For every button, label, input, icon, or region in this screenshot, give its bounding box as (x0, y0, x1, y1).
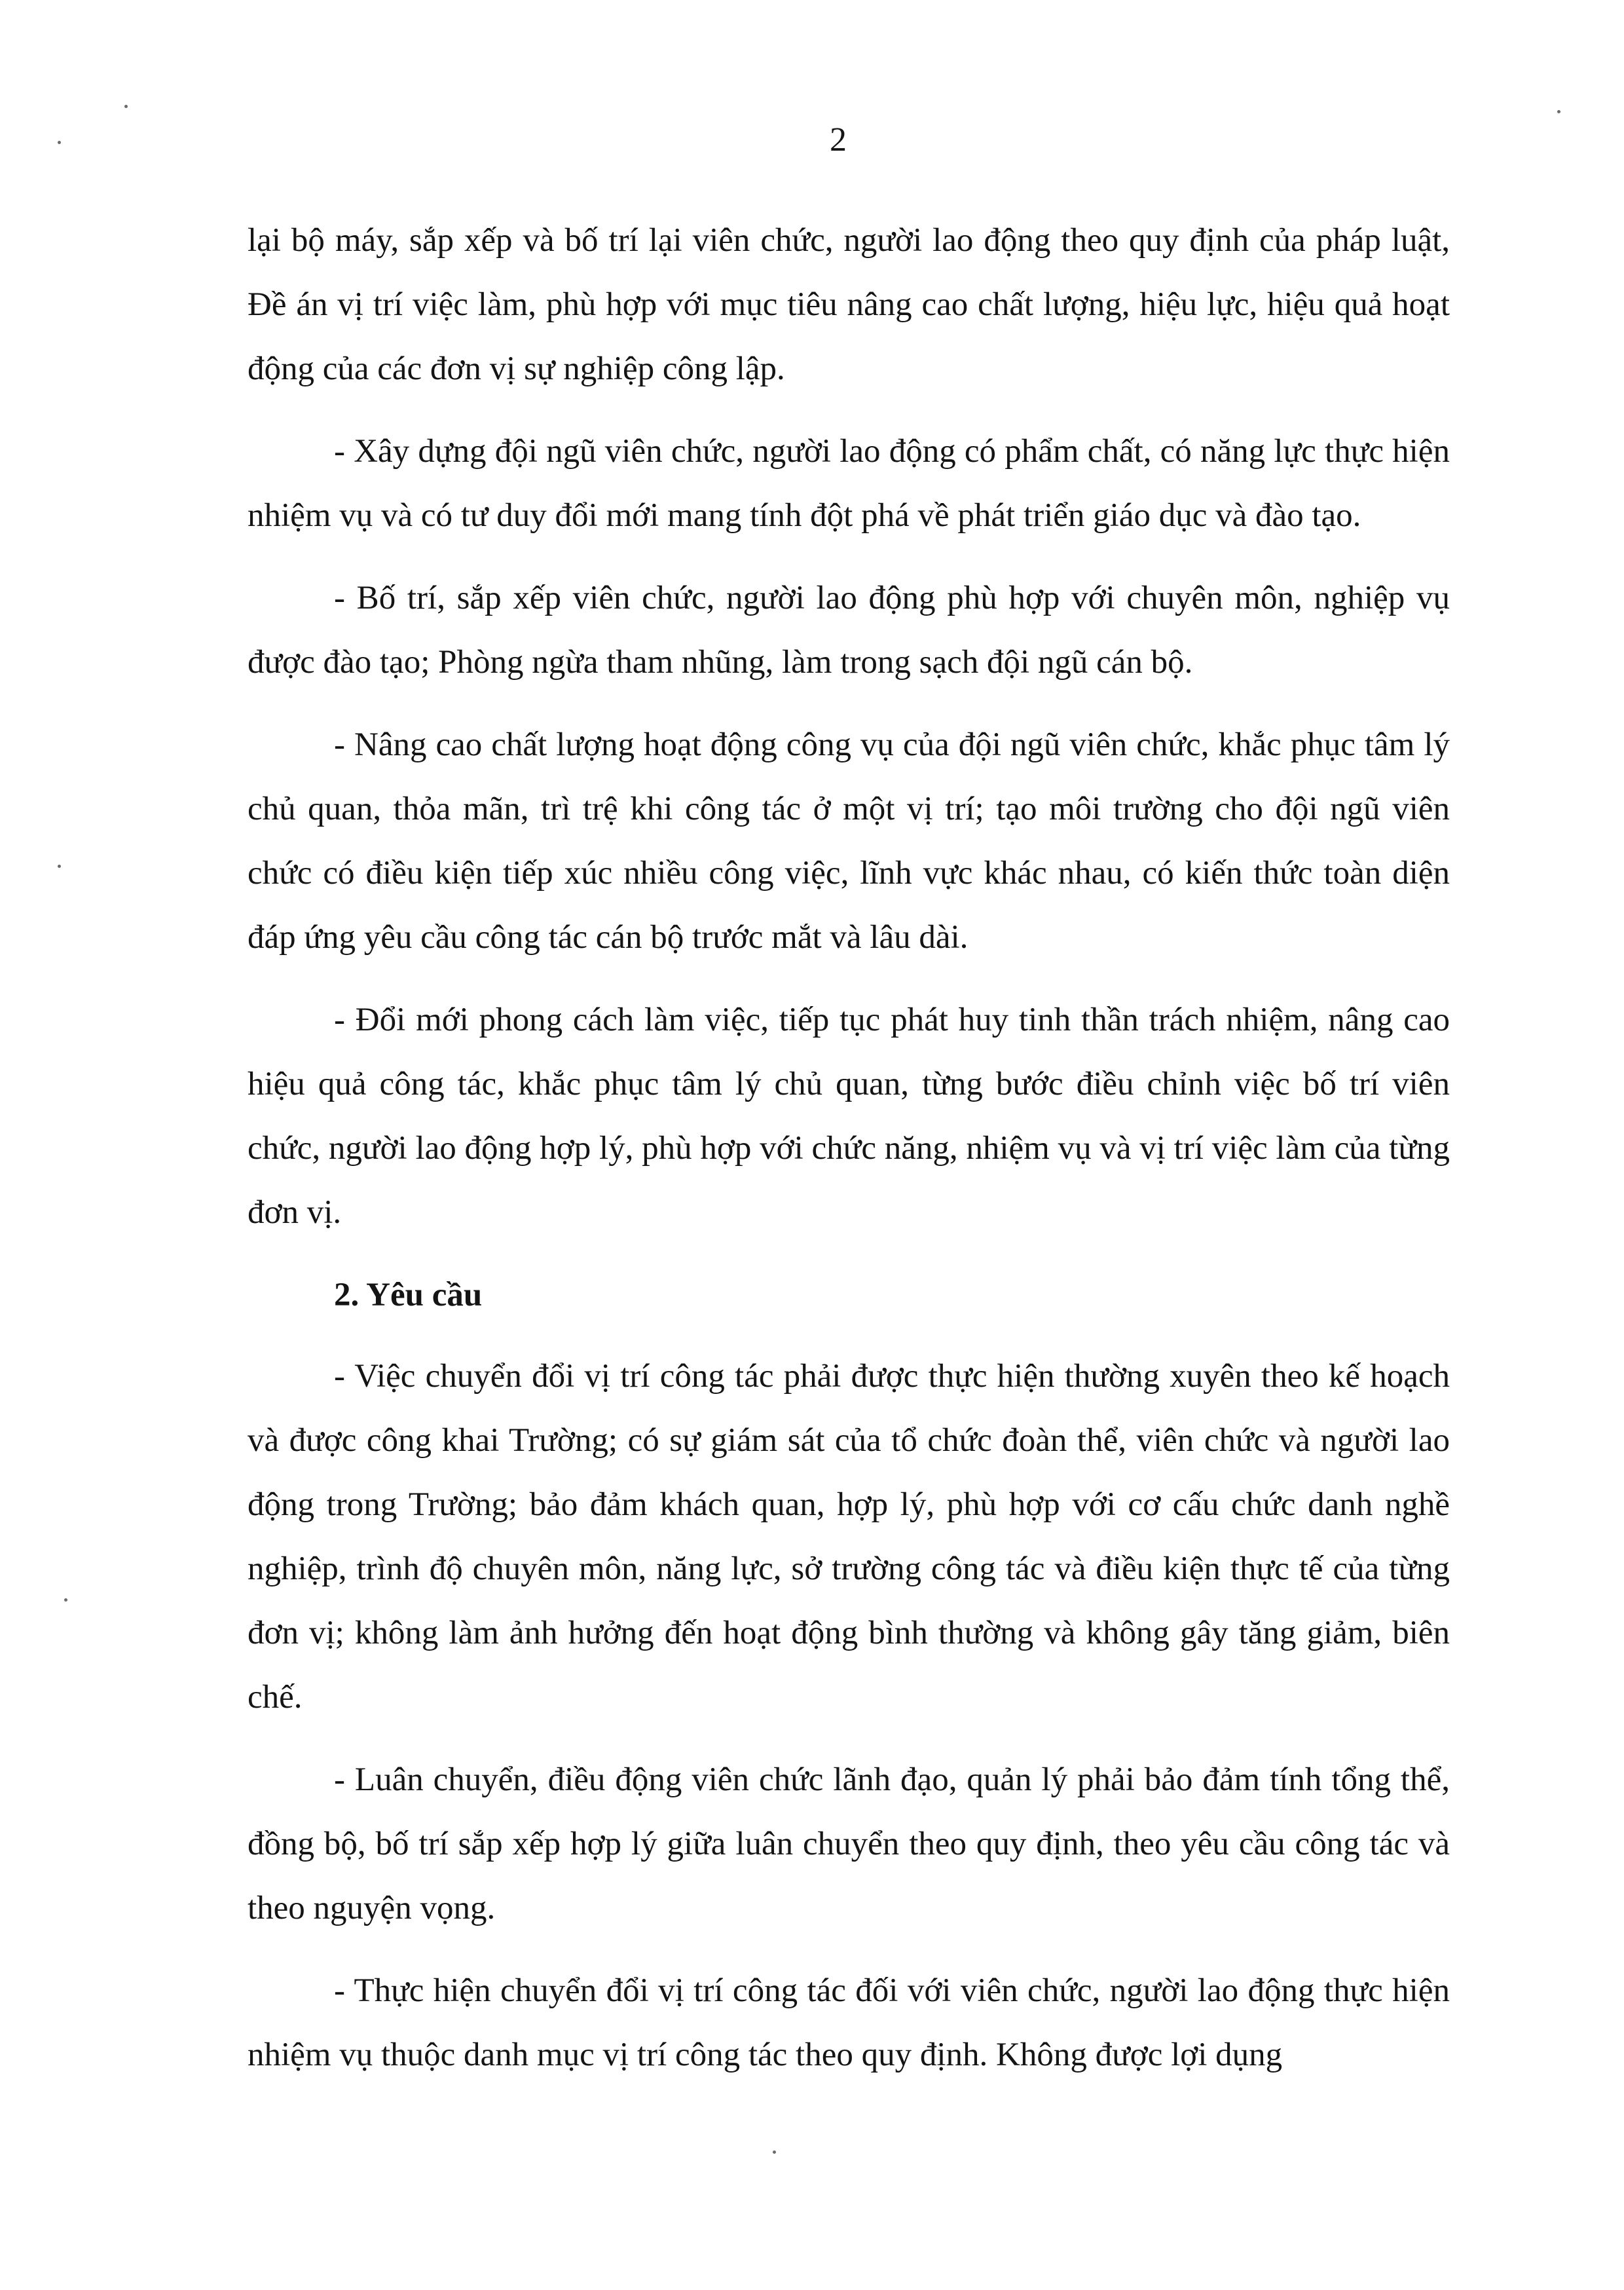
scan-speck (58, 865, 61, 868)
scan-speck (58, 141, 61, 144)
paragraph-continuation: lại bộ máy, sắp xếp và bố trí lại viên chức, người lao động theo quy định của pháp luật, Đề án vị trí việc làm, phù hợp với mục tiêu nâng cao chất lượng, hiệu lực, hiệu quả hoạt động của các đơn vị sự nghiệp công lập. (248, 222, 1450, 387)
paragraph-renew-working-style: - Đổi mới phong cách làm việc, tiếp tục phát huy tinh thần trách nhiệm, nâng cao hiệu quả công tác, khắc phục tâm lý chủ quan, từng bước điều chỉnh việc bố trí viên chức, người lao động hợp lý, phù hợp với chức năng, nhiệm vụ và vị trí việc làm của từng đơn vị. (248, 1002, 1450, 1231)
scan-speck (1557, 110, 1560, 113)
document-body (248, 208, 1450, 2105)
paragraph-rotation-plan: - Việc chuyển đổi vị trí công tác phải được thực hiện thường xuyên theo kế hoạch và được công khai Trường; có sự giám sát của tổ chức đoàn thể, viên chức và người lao động trong Trường; bảo đảm khách quan, hợp lý, phù hợp với cơ cấu chức danh nghề nghiệp, trình độ chuyên môn, năng lực, sở trường công tác và điều kiện thực tế của từng đơn vị; không làm ảnh hưởng đến hoạt động bình thường và không gây tăng giảm, biên chế. (248, 1358, 1450, 1716)
scan-speck (124, 105, 128, 108)
paragraph-arrange-staff: - Bố trí, sắp xếp viên chức, người lao động phù hợp với chuyên môn, nghiệp vụ được đào tạo; Phòng ngừa tham nhũng, làm trong sạch đội ngũ cán bộ. (248, 580, 1450, 681)
paragraph-improve-quality: - Nâng cao chất lượng hoạt động công vụ của đội ngũ viên chức, khắc phục tâm lý chủ quan, thỏa mãn, trì trệ khi công tác ở một vị trí; tạo môi trường cho đội ngũ viên chức có điều kiện tiếp xúc nhiều công việc, lĩnh vực khác nhau, có kiến thức toàn diện đáp ứng yêu cầu công tác cán bộ trước mắt và lâu dài. (248, 726, 1450, 956)
scan-speck (773, 2150, 776, 2154)
scan-speck (64, 1598, 67, 1602)
section-heading-requirements: 2. Yêu cầu (334, 1277, 483, 1313)
page-number: 2 (830, 121, 847, 159)
paragraph-leadership-rotation: - Luân chuyển, điều động viên chức lãnh đạo, quản lý phải bảo đảm tính tổng thể, đồng bộ, bố trí sắp xếp hợp lý giữa luân chuyển theo quy định, theo yêu cầu công tác và theo nguyện vọng. (248, 1761, 1450, 1926)
paragraph-build-staff: - Xây dựng đội ngũ viên chức, người lao động có phẩm chất, có năng lực thực hiện nhiệm vụ và có tư duy đổi mới mang tính đột phá về phát triển giáo dục và đào tạo. (248, 433, 1450, 534)
paragraph-implement-rotation: - Thực hiện chuyển đổi vị trí công tác đối với viên chức, người lao động thực hiện nhiệm vụ thuộc danh mục vị trí công tác theo quy định. Không được lợi dụng (248, 1972, 1450, 2073)
